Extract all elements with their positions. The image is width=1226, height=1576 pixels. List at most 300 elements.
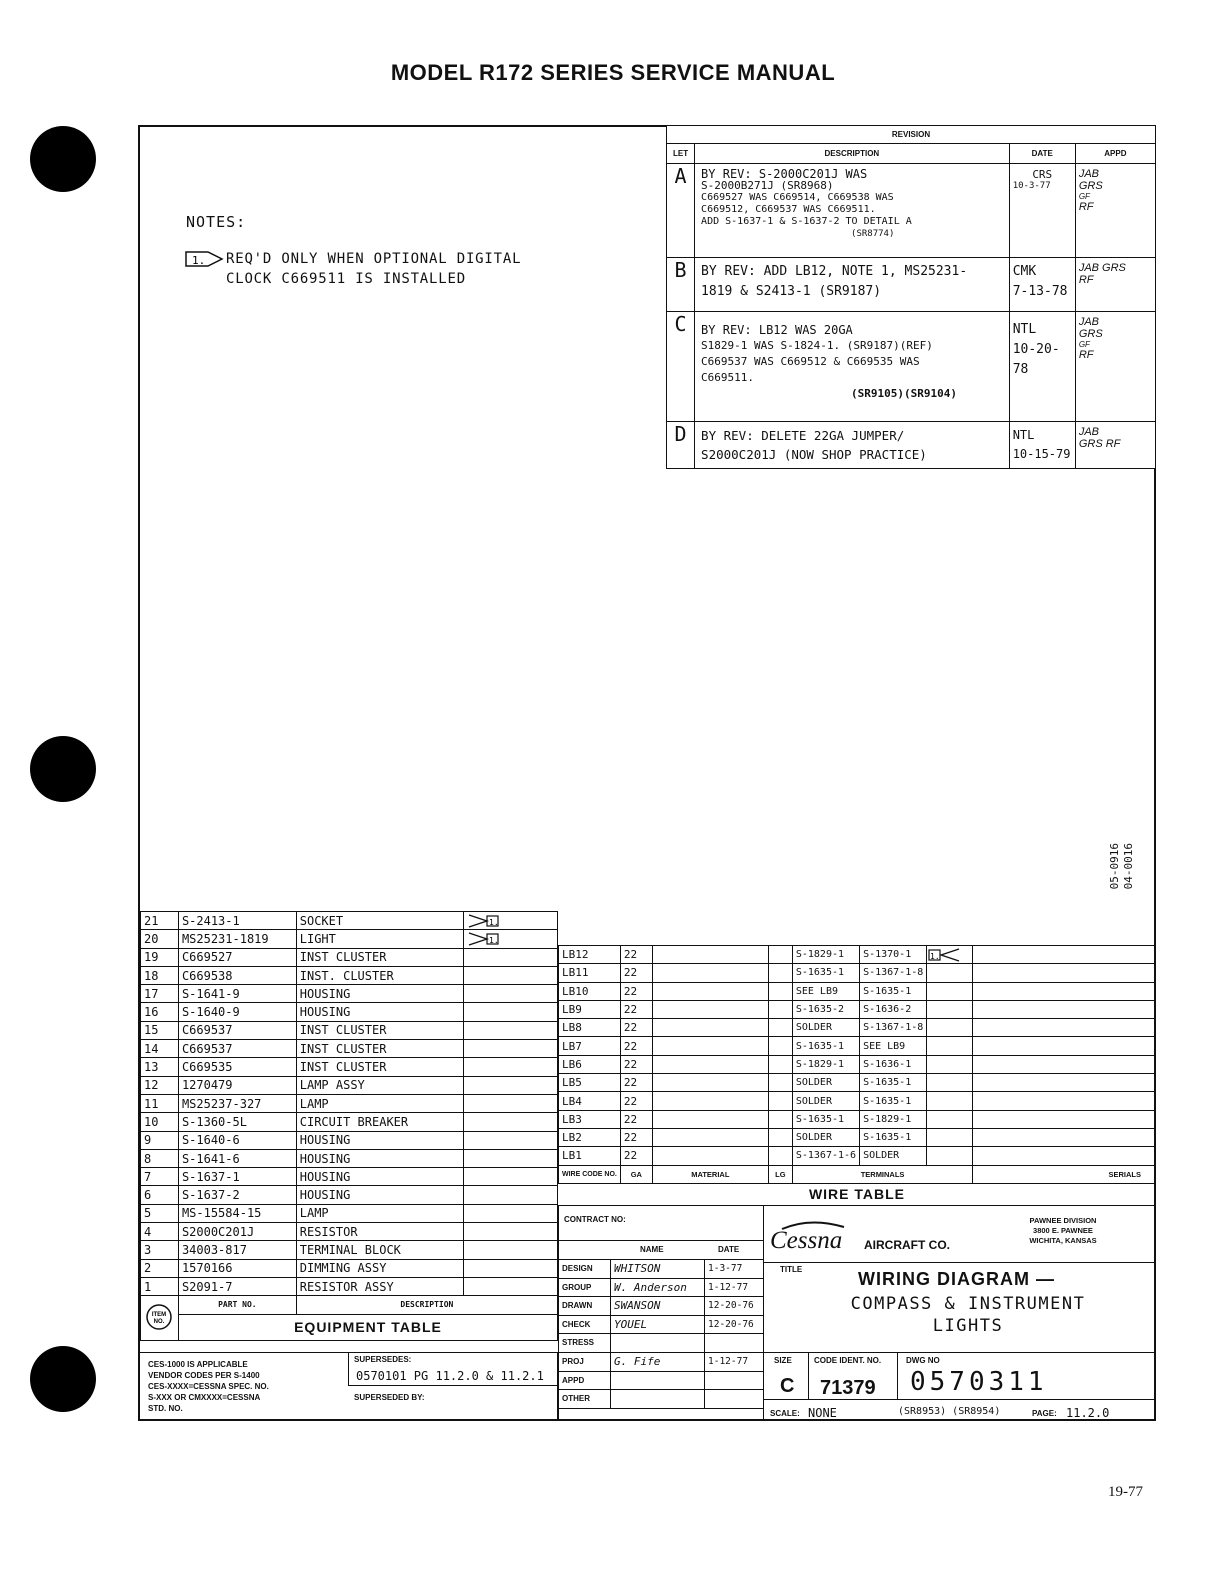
equipment-title: EQUIPMENT TABLE — [178, 1314, 557, 1340]
part-note — [464, 966, 558, 984]
part-note — [464, 1113, 558, 1131]
serials-header: SERIALS — [973, 1165, 1156, 1183]
equipment-row — [141, 1204, 558, 1222]
part-no: C669538 — [178, 966, 296, 984]
equipment-row — [141, 1058, 558, 1076]
part-note — [464, 1223, 558, 1241]
part-description: HOUSING — [296, 1186, 464, 1204]
part-description: HOUSING — [296, 1168, 464, 1186]
wire-serials — [973, 1055, 1156, 1073]
note-flag-icon — [467, 914, 501, 928]
wire-code: LB4 — [559, 1092, 621, 1110]
punch-hole-middle — [30, 736, 96, 802]
part-no: C669527 — [178, 948, 296, 966]
equipment-title-row — [141, 1314, 558, 1340]
item-no: 4 — [141, 1223, 179, 1241]
wire-terminal-2: S-1635-1 — [860, 1128, 927, 1146]
role-name: YOUEL — [614, 1317, 648, 1331]
part-note — [464, 1040, 558, 1058]
wire-material — [652, 1074, 768, 1092]
wire-lg — [768, 1037, 792, 1055]
part-note — [464, 948, 558, 966]
size-value: C — [780, 1375, 795, 1397]
rev-header-let: LET — [667, 144, 695, 164]
wire-serials — [973, 1037, 1156, 1055]
wire-code: LB8 — [559, 1019, 621, 1037]
wire-row — [559, 1019, 1156, 1037]
wire-serials — [973, 964, 1156, 982]
item-no: 12 — [141, 1076, 179, 1094]
role-label: CHECK — [562, 1319, 591, 1329]
wire-row — [559, 1000, 1156, 1018]
wire-lg — [768, 1147, 792, 1165]
item-no: 3 — [141, 1241, 179, 1259]
punch-hole-top — [30, 126, 96, 192]
part-description: INST. CLUSTER — [296, 966, 464, 984]
wire-terminal-1: S-1829-1 — [792, 1055, 859, 1073]
wire-row — [559, 1055, 1156, 1073]
wire-row — [559, 1037, 1156, 1055]
notes-label: NOTES: — [186, 213, 247, 231]
equipment-row — [141, 1277, 558, 1295]
wire-code: LB1 — [559, 1147, 621, 1165]
part-note — [464, 1131, 558, 1149]
material-header: MATERIAL — [652, 1165, 768, 1183]
wire-terminal-2: S-1636-1 — [860, 1055, 927, 1073]
part-note — [464, 1094, 558, 1112]
role-date: 12-20-76 — [708, 1300, 754, 1312]
wire-serials — [973, 1128, 1156, 1146]
wire-lg — [768, 946, 792, 964]
supersedes-value: 0570101 PG 11.2.0 & 11.2.1 — [356, 1369, 544, 1383]
part-no: 1570166 — [178, 1259, 296, 1277]
role-name: SWANSON — [614, 1299, 661, 1313]
part-no: MS25237-327 — [178, 1094, 296, 1112]
equipment-row — [141, 1259, 558, 1277]
wire-note — [927, 1128, 973, 1146]
item-no: 17 — [141, 985, 179, 1003]
part-note — [464, 1003, 558, 1021]
punch-hole-bottom — [30, 1346, 96, 1412]
wire-serials — [973, 1019, 1156, 1037]
part-description: HOUSING — [296, 1131, 464, 1149]
rev-header-date: DATE — [1009, 144, 1075, 164]
revision-title: REVISION — [667, 126, 1156, 144]
wire-note — [927, 1147, 973, 1165]
equipment-row — [141, 1168, 558, 1186]
wire-note — [927, 1037, 973, 1055]
name-label: NAME — [640, 1245, 664, 1254]
wire-code: LB7 — [559, 1037, 621, 1055]
equipment-row — [141, 1003, 558, 1021]
wire-note — [927, 946, 973, 964]
wire-material — [652, 982, 768, 1000]
wire-row — [559, 1110, 1156, 1128]
item-no: 16 — [141, 1003, 179, 1021]
equipment-row — [141, 1131, 558, 1149]
ga-header: GA — [620, 1165, 652, 1183]
rev-header-description: DESCRIPTION — [695, 144, 1010, 164]
wire-ga: 22 — [620, 1128, 652, 1146]
part-description: INST CLUSTER — [296, 1040, 464, 1058]
item-no: 13 — [141, 1058, 179, 1076]
item-no-header — [141, 1296, 179, 1340]
wire-terminal-2: SEE LB9 — [860, 1037, 927, 1055]
revision-row-a: A BY REV: S-2000C201J WAS S-2000B271J (SR8968) C669527 WAS C669514, C669538 WAS C669512, C669537 WAS C669511. ADD S-1637-1 & S-1637-2 TO DETAIL A (SR8774) CRS 10-3-77 JAB GRS GF RF — [667, 164, 1156, 258]
wire-lg — [768, 1000, 792, 1018]
part-note — [464, 930, 558, 948]
wire-material — [652, 1110, 768, 1128]
wire-serials — [973, 982, 1156, 1000]
wire-terminal-2: S-1635-1 — [860, 1074, 927, 1092]
note-flag-icon — [184, 250, 224, 268]
wire-terminal-1: SOLDER — [792, 1074, 859, 1092]
wire-ga: 22 — [620, 1000, 652, 1018]
part-no: 34003-817 — [178, 1241, 296, 1259]
drawing-title: WIRING DIAGRAM — — [858, 1269, 1055, 1289]
item-no: 19 — [141, 948, 179, 966]
role-date: 1-3-77 — [708, 1263, 743, 1274]
contract-label: CONTRACT NO: — [564, 1215, 626, 1224]
wire-terminal-2: SOLDER — [860, 1147, 927, 1165]
wire-row — [559, 964, 1156, 982]
wire-code: LB2 — [559, 1128, 621, 1146]
equipment-row — [141, 1223, 558, 1241]
note-1-text: REQ'D ONLY WHEN OPTIONAL DIGITAL CLOCK C669511 IS INSTALLED — [226, 251, 522, 287]
part-note — [464, 1149, 558, 1167]
wire-terminal-1: S-1829-1 — [792, 946, 859, 964]
wire-title: WIRE TABLE — [559, 1183, 1156, 1205]
cessna-logo: Cessna — [770, 1227, 843, 1254]
page-number: 19-77 — [1108, 1484, 1143, 1500]
part-description: INST CLUSTER — [296, 948, 464, 966]
wire-lg — [768, 964, 792, 982]
svg-text:1.: 1. — [489, 936, 499, 946]
part-no: S-1637-2 — [178, 1186, 296, 1204]
part-description: HOUSING — [296, 985, 464, 1003]
item-no: 21 — [141, 912, 179, 930]
part-no: S2091-7 — [178, 1277, 296, 1295]
revision-row-b: B BY REV: ADD LB12, NOTE 1, MS25231- 1819 & S2413-1 (SR9187) CMK 7-13-78 JAB GRS RF — [667, 258, 1156, 312]
wire-header-row — [559, 1165, 1156, 1183]
wire-note — [927, 1019, 973, 1037]
wire-material — [652, 1037, 768, 1055]
company-name: AIRCRAFT CO. — [864, 1238, 950, 1252]
lg-header: LG — [768, 1165, 792, 1183]
wire-ga: 22 — [620, 1147, 652, 1165]
supersedes-label: SUPERSEDES: — [354, 1355, 412, 1364]
wire-terminal-1: SOLDER — [792, 1128, 859, 1146]
part-no: S-1637-1 — [178, 1168, 296, 1186]
wire-material — [652, 1092, 768, 1110]
part-description: RESISTOR — [296, 1223, 464, 1241]
svg-text:NO.: NO. — [154, 1318, 165, 1325]
role-date: 12-20-76 — [708, 1318, 754, 1330]
role-label: APPD — [562, 1375, 585, 1385]
part-description: INST CLUSTER — [296, 1021, 464, 1039]
title-block-role-row — [558, 1372, 764, 1391]
item-no: 20 — [141, 930, 179, 948]
part-note — [464, 985, 558, 1003]
title-block-role-row — [558, 1390, 764, 1409]
part-no: S-1640-6 — [178, 1131, 296, 1149]
title-label: TITLE — [780, 1265, 803, 1274]
wire-material — [652, 946, 768, 964]
svg-text:1.: 1. — [192, 254, 206, 267]
part-no: S-1360-5L — [178, 1113, 296, 1131]
wire-lg — [768, 1074, 792, 1092]
part-note — [464, 1058, 558, 1076]
equipment-table — [140, 911, 558, 1341]
part-note — [464, 1168, 558, 1186]
equipment-row — [141, 930, 558, 948]
item-no: 10 — [141, 1113, 179, 1131]
equipment-row — [141, 966, 558, 984]
wire-terminal-1: SOLDER — [792, 1092, 859, 1110]
wire-ga: 22 — [620, 1019, 652, 1037]
equipment-row — [141, 1021, 558, 1039]
item-no: 14 — [141, 1040, 179, 1058]
rev-header-appd: APPD — [1075, 144, 1155, 164]
wire-note — [927, 982, 973, 1000]
wire-material — [652, 1000, 768, 1018]
revision-row-c: C BY REV: LB12 WAS 20GA S1829-1 WAS S-1824-1. (SR9187)(REF) C669537 WAS C669512 & C669535 WAS C669511. (SR9105)(SR9104) NTL 10-20-78 JAB GRS GF RF — [667, 312, 1156, 422]
part-note — [464, 1259, 558, 1277]
wire-terminal-2: S-1829-1 — [860, 1110, 927, 1128]
role-name: G. Fife — [614, 1355, 661, 1368]
wire-ga: 22 — [620, 1092, 652, 1110]
part-description: HOUSING — [296, 1003, 464, 1021]
role-label: DESIGN — [562, 1264, 593, 1273]
role-label: STRESS — [562, 1338, 595, 1348]
equipment-row — [141, 1094, 558, 1112]
equipment-row — [141, 1113, 558, 1131]
wire-material — [652, 1019, 768, 1037]
wire-row — [559, 982, 1156, 1000]
item-no: 8 — [141, 1149, 179, 1167]
part-description: LAMP — [296, 1204, 464, 1222]
wire-material — [652, 964, 768, 982]
wire-terminal-1: S-1635-1 — [792, 1037, 859, 1055]
revision-row-d: D BY REV: DELETE 22GA JUMPER/ S2000C201J (NOW SHOP PRACTICE) NTL 10-15-79 JAB GRS RF — [667, 422, 1156, 469]
wire-terminal-2: S-1367-1-8 — [860, 1019, 927, 1037]
wire-row — [559, 1147, 1156, 1165]
division-address: PAWNEE DIVISION 3800 E. PAWNEE WICHITA, KANSAS — [1029, 1216, 1097, 1245]
wire-ga: 22 — [620, 982, 652, 1000]
wire-ga: 22 — [620, 964, 652, 982]
part-no: C669537 — [178, 1040, 296, 1058]
wire-code-header: WIRE CODE NO. — [559, 1165, 621, 1183]
description-header: DESCRIPTION — [296, 1296, 557, 1314]
code-ident-label: CODE IDENT. NO. — [814, 1356, 882, 1365]
wire-ga: 22 — [620, 1055, 652, 1073]
wire-lg — [768, 982, 792, 1000]
role-label: DRAWN — [562, 1301, 593, 1311]
part-no: MS25231-1819 — [178, 930, 296, 948]
drawing-subtitle: COMPASS & INSTRUMENT LIGHTS — [850, 1294, 1086, 1336]
wire-row — [559, 1074, 1156, 1092]
wire-serials — [973, 1110, 1156, 1128]
dwg-no-label: DWG NO — [906, 1356, 940, 1365]
item-no-icon — [144, 1302, 174, 1332]
size-label: SIZE — [774, 1356, 792, 1365]
wire-ga: 22 — [620, 1074, 652, 1092]
part-note — [464, 1204, 558, 1222]
title-block-role-row — [558, 1279, 764, 1298]
wire-note — [927, 1092, 973, 1110]
title-block-role-row — [558, 1297, 764, 1316]
page-title: MODEL R172 SERIES SERVICE MANUAL — [390, 60, 836, 85]
wire-note — [927, 1000, 973, 1018]
wire-terminal-1: S-1635-2 — [792, 1000, 859, 1018]
part-no: S-1640-9 — [178, 1003, 296, 1021]
ces-note: CES-1000 IS APPLICABLE VENDOR CODES PER S-1400 CES-XXXX=CESSNA SPEC. NO. S-XXX OR CMXXXX=CESSNA STD. NO. — [148, 1360, 269, 1413]
title-block-role-row — [558, 1334, 764, 1353]
wire-ga: 22 — [620, 1037, 652, 1055]
part-description: LIGHT — [296, 930, 464, 948]
note-flag-icon — [927, 948, 961, 962]
wire-code: LB12 — [559, 946, 621, 964]
role-name: WHITSON — [614, 1262, 661, 1275]
part-description: CIRCUIT BREAKER — [296, 1113, 464, 1131]
page-value: 11.2.0 — [1066, 1406, 1110, 1420]
wire-terminal-1: S-1367-1-6 — [792, 1147, 859, 1165]
part-description: RESISTOR ASSY — [296, 1277, 464, 1295]
superseded-by-label: SUPERSEDED BY: — [354, 1393, 425, 1402]
cessna-swoosh-icon — [780, 1217, 846, 1231]
part-no: C669535 — [178, 1058, 296, 1076]
wire-title-row — [559, 1183, 1156, 1205]
equipment-row — [141, 1241, 558, 1259]
revision-table — [666, 125, 1156, 469]
note-flag-icon — [467, 932, 501, 946]
item-no: 18 — [141, 966, 179, 984]
wire-code: LB5 — [559, 1074, 621, 1092]
wire-note — [927, 1110, 973, 1128]
title-block-role-row — [558, 1260, 764, 1279]
wire-note — [927, 964, 973, 982]
sr-references: (SR8953) (SR8954) — [898, 1406, 1001, 1417]
part-note — [464, 1076, 558, 1094]
svg-text:1.: 1. — [930, 951, 940, 961]
wire-code: LB9 — [559, 1000, 621, 1018]
part-note — [464, 1241, 558, 1259]
wire-row — [559, 1092, 1156, 1110]
date-label: DATE — [718, 1245, 740, 1254]
wire-terminal-2: S-1636-2 — [860, 1000, 927, 1018]
equipment-row — [141, 948, 558, 966]
wire-terminal-2: S-1367-1-8 — [860, 964, 927, 982]
equipment-row — [141, 912, 558, 930]
part-no: S-1641-9 — [178, 985, 296, 1003]
part-description: INST CLUSTER — [296, 1058, 464, 1076]
part-description: LAMP — [296, 1094, 464, 1112]
part-note — [464, 912, 558, 930]
wire-serials — [973, 1147, 1156, 1165]
equipment-row — [141, 1040, 558, 1058]
role-label: OTHER — [562, 1394, 590, 1404]
wire-material — [652, 1055, 768, 1073]
equipment-row — [141, 1076, 558, 1094]
page-label: PAGE: — [1032, 1409, 1057, 1418]
wire-code: LB6 — [559, 1055, 621, 1073]
wire-serials — [973, 1000, 1156, 1018]
wire-terminal-2: S-1635-1 — [860, 1092, 927, 1110]
wire-lg — [768, 1055, 792, 1073]
wire-lg — [768, 1128, 792, 1146]
scale-value: NONE — [808, 1406, 837, 1420]
wire-material — [652, 1128, 768, 1146]
role-label: GROUP — [562, 1282, 592, 1292]
wire-lg — [768, 1092, 792, 1110]
title-block-role-row — [558, 1353, 764, 1372]
wire-terminal-1: SOLDER — [792, 1019, 859, 1037]
code-ident-value: 71379 — [820, 1377, 876, 1399]
role-date: 1-12-77 — [708, 1356, 749, 1367]
wire-lg — [768, 1110, 792, 1128]
wire-terminal-2: S-1370-1 — [860, 946, 927, 964]
part-no: 1270479 — [178, 1076, 296, 1094]
title-block-role-row — [558, 1316, 764, 1335]
part-no: MS-15584-15 — [178, 1204, 296, 1222]
wire-note — [927, 1074, 973, 1092]
wire-terminal-2: S-1635-1 — [860, 982, 927, 1000]
svg-text:1.: 1. — [489, 917, 499, 927]
item-no: 15 — [141, 1021, 179, 1039]
wire-serials — [973, 1074, 1156, 1092]
part-no: S-1641-6 — [178, 1149, 296, 1167]
side-codes: 05-0916 04-0016 — [1108, 843, 1135, 890]
wire-material — [652, 1147, 768, 1165]
wire-lg — [768, 1019, 792, 1037]
item-no: 6 — [141, 1186, 179, 1204]
scale-label: SCALE: — [770, 1409, 800, 1418]
item-no: 9 — [141, 1131, 179, 1149]
wire-ga: 22 — [620, 946, 652, 964]
wire-row — [559, 1128, 1156, 1146]
equipment-header-row — [141, 1296, 558, 1314]
wire-serials — [973, 946, 1156, 964]
equipment-row — [141, 1186, 558, 1204]
wire-terminal-1: S-1635-1 — [792, 964, 859, 982]
part-description: SOCKET — [296, 912, 464, 930]
part-description: DIMMING ASSY — [296, 1259, 464, 1277]
wire-terminal-1: SEE LB9 — [792, 982, 859, 1000]
wire-note — [927, 1055, 973, 1073]
part-no: C669537 — [178, 1021, 296, 1039]
part-no-header: PART NO. — [178, 1296, 296, 1314]
part-note — [464, 1277, 558, 1295]
part-description: LAMP ASSY — [296, 1076, 464, 1094]
item-no: 7 — [141, 1168, 179, 1186]
role-date: 1-12-77 — [708, 1281, 749, 1293]
svg-text:ITEM: ITEM — [152, 1311, 167, 1318]
wire-terminal-1: S-1635-1 — [792, 1110, 859, 1128]
part-description: HOUSING — [296, 1149, 464, 1167]
drawing-sheet — [138, 125, 1156, 1421]
dwg-no-value: 0570311 — [910, 1367, 1048, 1397]
item-no: 1 — [141, 1277, 179, 1295]
wire-code: LB10 — [559, 982, 621, 1000]
wire-row — [559, 946, 1156, 964]
item-no: 5 — [141, 1204, 179, 1222]
role-label: PROJ — [562, 1357, 584, 1366]
part-no: S-2413-1 — [178, 912, 296, 930]
part-description: TERMINAL BLOCK — [296, 1241, 464, 1259]
role-name: W. Anderson — [614, 1280, 687, 1294]
wire-serials — [973, 1092, 1156, 1110]
item-no: 2 — [141, 1259, 179, 1277]
